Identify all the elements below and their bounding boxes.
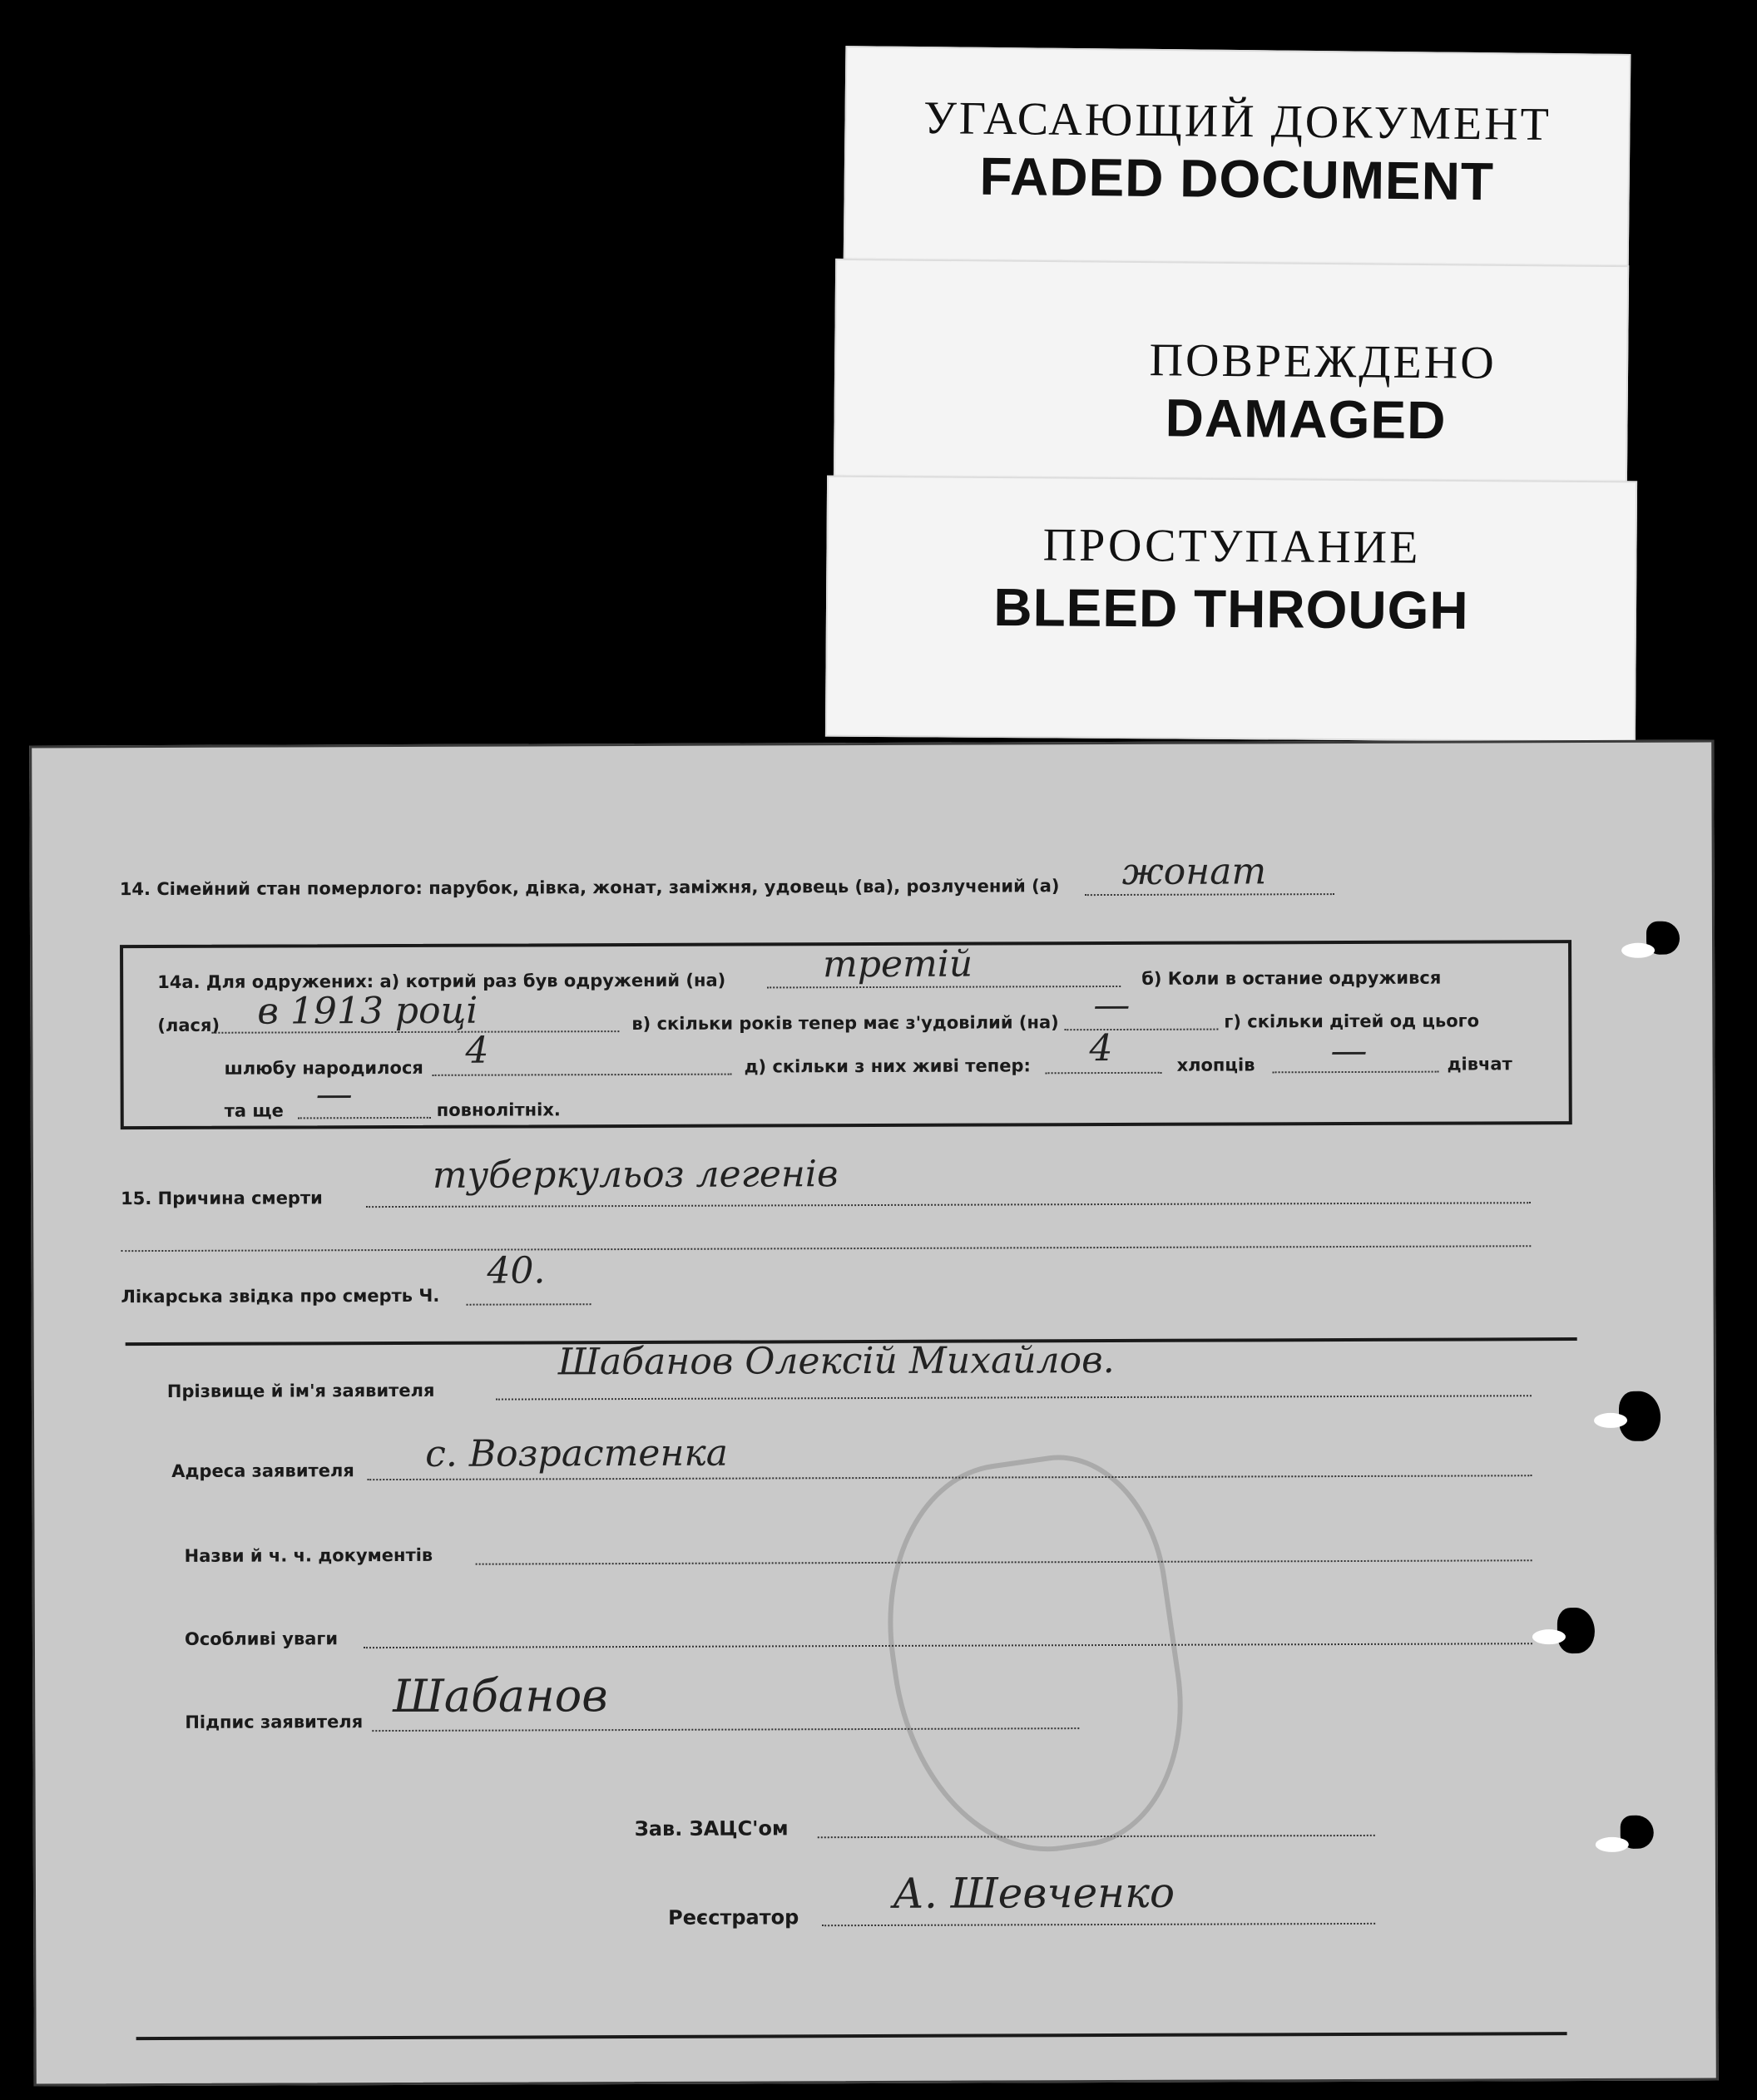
children-born-value: 4 [465,1029,489,1072]
bleed-through-label-card [825,476,1637,743]
medical-certificate-line [467,1303,591,1306]
registrar-label: Реєстратор [668,1905,799,1930]
applicant-name-value: Шабанов Олексій Михайлов. [557,1338,1115,1384]
applicant-address-line [367,1475,1532,1480]
marital-status-value: жонат [1121,850,1267,893]
boys-value: — [1330,1029,1368,1073]
faded-document-label-card [844,46,1631,278]
boys-label: хлопців [1176,1055,1255,1075]
bleed-through-label-en: BLEED THROUGH [993,577,1469,640]
tear-mark [1619,1391,1660,1441]
applicant-address-value: с. Возрастенка [425,1431,728,1475]
damaged-label-card [834,259,1629,493]
applicant-signature-label: Підпис заявителя [185,1712,364,1732]
adults-prefix: та ще [224,1100,284,1121]
applicant-address-label: Адреса заявителя [171,1460,354,1481]
documents-label: Назви й ч. ч. документів [184,1544,433,1566]
last-marriage-value: в 1913 році [257,989,478,1033]
damaged-label-en: DAMAGED [1165,388,1447,451]
widowed-years-value: — [1093,983,1131,1027]
marital-status-label: 14. Сімейний стан померлого: парубок, дівка, жонат, заміжня, удовець (ва), розлучений (а) [119,876,1060,900]
girls-label: дівчат [1447,1054,1512,1075]
registry-head-label: Зав. ЗАЦС'ом [634,1816,789,1841]
marital-status-line [1085,893,1334,896]
faded-document-label-ru: УГАСАЮЩИЙ ДОКУМЕНТ [923,92,1552,151]
bleed-through-label-ru: ПРОСТУПАНИЕ [1042,519,1421,574]
adults-suffix: повнолітніх. [436,1099,561,1120]
children-born-prefix: шлюбу народилося [224,1057,423,1079]
medical-certificate-value: 40. [487,1249,546,1292]
cause-of-death-label: 15. Причина смерти [121,1188,323,1209]
applicant-name-label: Прізвище й ім'я заявителя [166,1380,435,1401]
cause-of-death-line-2 [121,1245,1531,1252]
applicant-signature: Шабанов [393,1669,608,1723]
children-alive-value: 4 [1089,1026,1113,1070]
registrar-signature: А. Шевченко [892,1868,1175,1918]
registrar-line [822,1923,1375,1926]
remarks-label: Особливі уваги [184,1628,339,1649]
children-alive-label: д) скільки з них живі тепер: [744,1055,1031,1077]
damaged-label-ru: ПОВРЕЖДЕНО [1149,334,1497,389]
marriage-count-label: 14а. Для одружених: а) котрий раз був одружений (на) [157,970,726,993]
widowed-years-label: в) скільки років тепер має з'удовілий (на) [631,1012,1059,1035]
medical-certificate-label: Лікарська звідка про смерть Ч. [121,1285,440,1307]
cause-of-death-line [366,1202,1531,1208]
cause-of-death-value: туберкульоз легенів [432,1153,839,1197]
applicant-name-line [496,1395,1532,1400]
adults-value: — [315,1073,353,1116]
last-marriage-label: б) Коли в остание одружився [1141,967,1442,989]
faded-document-label-en: FADED DOCUMENT [979,146,1495,212]
children-born-label: г) скільки дітей од цього [1224,1010,1480,1032]
bottom-rule [136,2032,1567,2040]
tear-mark [1646,922,1680,955]
death-record-form [29,739,1719,2086]
tear-mark [1557,1608,1595,1653]
marriage-count-value: третій [823,942,973,986]
bleed-through-mark [865,1441,1203,1870]
tear-mark [1621,1816,1654,1849]
last-marriage-prefix: (лася) [157,1015,220,1036]
